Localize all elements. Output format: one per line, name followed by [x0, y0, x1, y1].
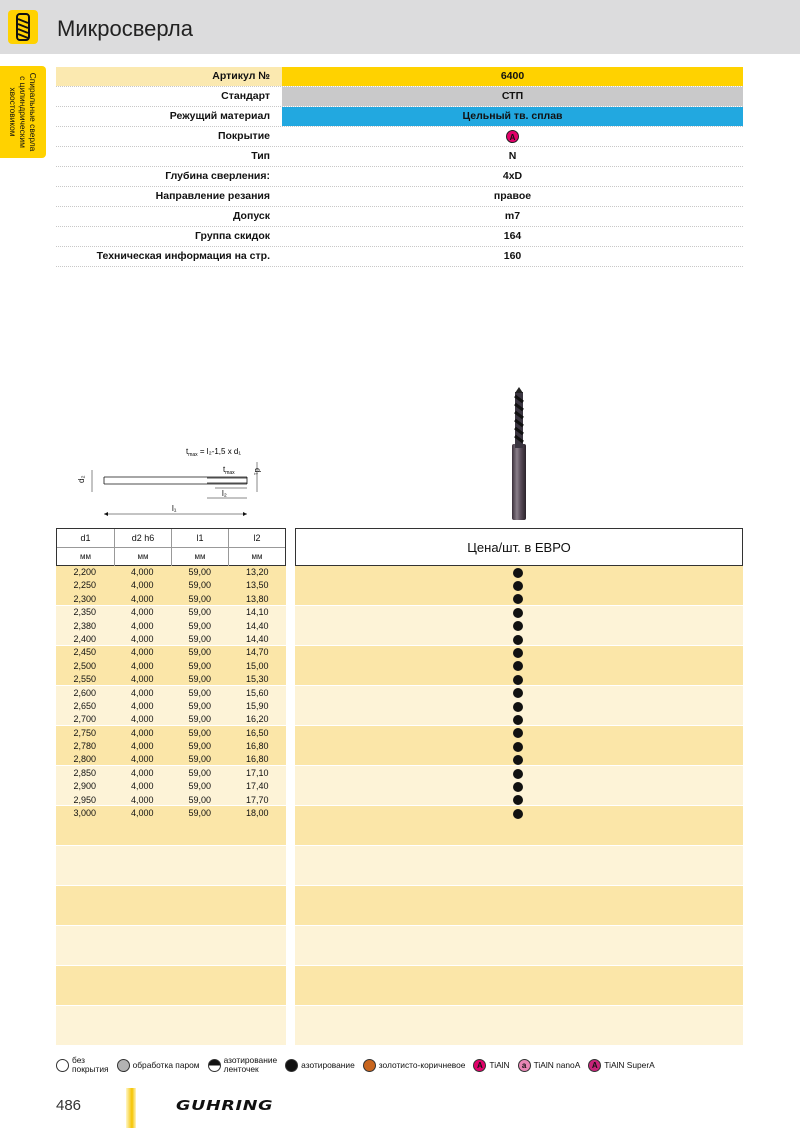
tialn-nanoa-icon: a: [518, 1059, 531, 1072]
table-band: [56, 846, 743, 885]
spec-label: Покрытие: [217, 130, 270, 142]
legend-label: азотирование: [223, 1055, 278, 1065]
cell-l2: 15,00: [245, 660, 269, 671]
cell-l1: 59,00: [188, 674, 212, 685]
cell-d2: 4,000: [130, 727, 154, 738]
cell-d2: 4,000: [130, 808, 154, 819]
spec-row-type: [56, 147, 743, 167]
cell-d2: 4,000: [130, 767, 154, 778]
spec-label: Глубина сверления:: [165, 170, 270, 182]
cell-l2: 13,50: [245, 580, 269, 591]
legend-label: TiAlN nanoA: [533, 1060, 581, 1070]
legend-label: покрытия: [72, 1064, 109, 1074]
cell-d2: 4,000: [130, 674, 154, 685]
table-row: [56, 566, 743, 579]
availability-dot-icon: [513, 755, 523, 765]
cell-l2: 16,50: [245, 727, 269, 738]
drill-logo-icon: [8, 10, 38, 44]
cell-d1: 2,400: [73, 633, 97, 644]
availability-dot-icon: [513, 795, 523, 805]
cell-l1: 59,00: [188, 781, 212, 792]
legend-label: ленточек: [223, 1064, 259, 1074]
cell-d1: 2,200: [73, 567, 97, 577]
table-row: [56, 767, 743, 780]
brand-logo: GUHRING: [176, 1099, 274, 1114]
table-row: [56, 593, 743, 606]
formula-rest: = l₂-1,5 x d₁: [197, 447, 242, 456]
spec-value: Цельный тв. сплав: [282, 107, 743, 126]
column-header: d1: [80, 533, 91, 543]
legend-item: [518, 1059, 581, 1072]
availability-dot-icon: [513, 594, 523, 604]
cell-d2: 4,000: [130, 567, 154, 577]
cell-l1: 59,00: [188, 567, 212, 577]
cell-d2: 4,000: [130, 741, 154, 752]
cell-d1: 2,500: [73, 660, 97, 671]
table-row: [56, 807, 743, 820]
cell-l1: 59,00: [188, 620, 212, 631]
spec-label: Режущий материал: [169, 110, 270, 122]
cell-l1: 59,00: [188, 727, 212, 738]
cell-d1: 2,600: [73, 687, 97, 698]
cell-l2: 15,60: [245, 687, 269, 698]
dimensions-table-header: [56, 528, 286, 566]
nitrided-icon: [285, 1059, 298, 1072]
table-row: [56, 660, 743, 673]
cell-d2: 4,000: [130, 700, 154, 711]
side-tab-line: Спиральные сверла: [28, 72, 38, 152]
tialn-supera-icon: A: [588, 1059, 601, 1072]
l1-label: l₁: [172, 504, 177, 513]
spec-value: 6400: [282, 67, 743, 86]
table-row: [56, 579, 743, 592]
table-band: [56, 1006, 743, 1045]
legend-item: [285, 1059, 355, 1072]
cell-l1: 59,00: [188, 580, 212, 591]
cell-d1: 2,380: [73, 620, 97, 631]
column-unit: мм: [80, 552, 91, 561]
side-tab-line: хвостовиком: [8, 87, 18, 137]
table-band: [56, 966, 743, 1005]
cell-l1: 59,00: [188, 808, 212, 819]
legend-item: [56, 1056, 109, 1074]
side-tab-line: с цилиндрическим: [18, 76, 28, 148]
column-unit: мм: [114, 548, 171, 566]
availability-dot-icon: [513, 809, 523, 819]
cell-l1: 59,00: [188, 633, 212, 644]
cell-l1: 59,00: [188, 660, 212, 671]
legend-label: TiAlN SuperA: [604, 1060, 655, 1070]
cell-l2: 14,10: [245, 607, 269, 618]
table-row: [56, 673, 743, 686]
cell-l1: 59,00: [188, 593, 212, 604]
spec-label: Направление резания: [155, 190, 270, 202]
table-row: [56, 633, 743, 646]
spec-value: 160: [503, 250, 522, 262]
spec-row-standard: [56, 87, 743, 107]
cell-l2: 15,30: [245, 674, 269, 685]
cell-l2: 16,80: [245, 754, 269, 765]
steam-treated-icon: [117, 1059, 130, 1072]
legend-label: золотисто-коричневое: [378, 1060, 466, 1070]
cell-l1: 59,00: [188, 767, 212, 778]
spec-label: Техническая информация на стр.: [96, 250, 270, 262]
cell-d2: 4,000: [130, 660, 154, 671]
cell-d2: 4,000: [130, 620, 154, 631]
table-row: [56, 753, 743, 766]
spec-label: Группа скидок: [195, 230, 270, 242]
cell-d2: 4,000: [130, 754, 154, 765]
cell-d1: 2,550: [73, 674, 97, 685]
cell-d2: 4,000: [130, 714, 154, 725]
cell-d1: 2,300: [73, 593, 97, 604]
drill-product-image: [496, 384, 542, 524]
availability-dot-icon: [513, 702, 523, 712]
availability-dot-icon: [513, 661, 523, 671]
spec-label: Стандарт: [221, 90, 270, 102]
legend-item: [208, 1056, 278, 1074]
cell-l2: 17,10: [245, 767, 269, 778]
spec-value: правое: [493, 190, 532, 202]
spec-row-article: [56, 67, 743, 87]
spec-row-direction: [56, 187, 743, 207]
cell-d1: 2,250: [73, 580, 97, 591]
uncoated-icon: [56, 1059, 69, 1072]
l2-label: l₂: [222, 489, 227, 498]
cell-l1: 59,00: [188, 754, 212, 765]
availability-dot-icon: [513, 635, 523, 645]
spec-row-coating: [56, 127, 743, 147]
gold-brown-icon: [363, 1059, 376, 1072]
tmax-label: t: [223, 465, 226, 474]
svg-text:tmax: [223, 465, 235, 476]
cell-d2: 4,000: [130, 633, 154, 644]
spec-label: Допуск: [232, 210, 270, 222]
cell-l2: 17,70: [245, 794, 269, 805]
table-row: [56, 620, 743, 633]
cell-l2: 16,80: [245, 741, 269, 752]
availability-dot-icon: [513, 648, 523, 658]
svg-text:tmax = l₂-1,5 x d₁: [186, 447, 241, 458]
legend-item: [363, 1059, 466, 1072]
page-header: [0, 0, 800, 54]
availability-dot-icon: [513, 608, 523, 618]
page-title: Микросверла: [57, 16, 193, 41]
availability-dot-icon: [513, 581, 523, 591]
availability-dot-icon: [513, 621, 523, 631]
section-side-tab: [0, 66, 46, 158]
cell-d1: 2,750: [73, 727, 97, 738]
spec-label: Тип: [251, 150, 270, 162]
table-row: [56, 740, 743, 753]
cell-l2: 18,00: [245, 808, 269, 819]
price-column-header: Цена/шт. в ЕВРО: [295, 528, 743, 566]
spec-row-tech-info: [56, 247, 743, 267]
availability-dot-icon: [513, 728, 523, 738]
cell-l2: 14,40: [245, 633, 269, 644]
cell-d1: 2,450: [73, 647, 97, 658]
spec-value: N: [508, 150, 517, 162]
spec-value: 164: [503, 230, 522, 242]
spec-value: m7: [504, 210, 521, 222]
availability-dot-icon: [513, 742, 523, 752]
cell-d2: 4,000: [130, 687, 154, 698]
table-row: [56, 713, 743, 726]
cell-d1: 2,780: [73, 741, 97, 752]
spec-row-depth: [56, 167, 743, 187]
formula-sub: max: [188, 452, 198, 458]
cell-d2: 4,000: [130, 607, 154, 618]
formula-text: t: [186, 447, 189, 456]
cell-l1: 59,00: [188, 741, 212, 752]
page-number: 486: [56, 1097, 82, 1114]
cell-l1: 59,00: [188, 687, 212, 698]
cell-d1: 3,000: [73, 808, 97, 819]
table-band: [56, 926, 743, 965]
dimensions-table-body: [56, 566, 743, 820]
column-header: l2: [228, 529, 285, 547]
cell-l1: 59,00: [188, 647, 212, 658]
legend-label: обработка паром: [132, 1060, 200, 1070]
legend-item: [588, 1059, 654, 1072]
cell-l1: 59,00: [188, 794, 212, 805]
cell-d1: 2,800: [73, 754, 97, 765]
footer-accent-bar: [126, 1088, 136, 1128]
spec-table: [56, 67, 743, 267]
cell-d2: 4,000: [130, 794, 154, 805]
table-row: [56, 646, 743, 659]
availability-dot-icon: [513, 769, 523, 779]
drill-dimension-drawing: [72, 442, 282, 520]
cell-d1: 2,700: [73, 714, 97, 725]
cell-l1: 59,00: [188, 700, 212, 711]
cell-l1: 59,00: [188, 607, 212, 618]
table-row: [56, 794, 743, 807]
legend-label: без: [72, 1055, 86, 1065]
legend-label: TiAlN: [489, 1060, 510, 1070]
availability-dot-icon: [513, 675, 523, 685]
cell-d1: 2,950: [73, 794, 97, 805]
cell-l2: 13,80: [245, 593, 269, 604]
cell-d2: 4,000: [130, 593, 154, 604]
cell-d2: 4,000: [130, 781, 154, 792]
legend-item: [473, 1059, 509, 1072]
coating-legend: [56, 1053, 756, 1077]
column-header: d2 h6: [114, 529, 171, 547]
cell-l2: 13,20: [245, 567, 269, 577]
spec-value: 4xD: [502, 170, 523, 182]
cell-l2: 16,20: [245, 714, 269, 725]
availability-dot-icon: [513, 688, 523, 698]
availability-dot-icon: [513, 782, 523, 792]
cell-d2: 4,000: [130, 647, 154, 658]
spec-row-material: [56, 107, 743, 127]
cell-d1: 2,900: [73, 781, 97, 792]
nitrided-band-icon: [208, 1059, 221, 1072]
table-row: [56, 606, 743, 619]
spec-row-discount: [56, 227, 743, 247]
legend-item: [117, 1059, 200, 1072]
cell-d1: 2,650: [73, 700, 97, 711]
tialn-icon: A: [473, 1059, 486, 1072]
table-row: [56, 727, 743, 740]
d1-label: d₁: [253, 468, 262, 476]
table-row: [56, 700, 743, 713]
table-row: [56, 780, 743, 793]
availability-dot-icon: [513, 715, 523, 725]
spec-value: СТП: [282, 87, 743, 106]
cell-d2: 4,000: [130, 580, 154, 591]
cell-d1: 2,850: [73, 767, 97, 778]
cell-l2: 14,70: [245, 647, 269, 658]
cell-l2: 14,40: [245, 620, 269, 631]
availability-dot-icon: [513, 568, 523, 578]
legend-label: азотирование: [301, 1060, 355, 1070]
table-band: [56, 886, 743, 925]
cell-d1: 2,350: [73, 607, 97, 618]
column-unit: мм: [228, 548, 285, 566]
tialn-coating-icon: A: [506, 130, 519, 143]
spec-value: [282, 127, 743, 146]
tmax-sub: max: [225, 470, 235, 476]
column-unit: мм: [171, 548, 228, 566]
table-row: [56, 687, 743, 700]
cell-l1: 59,00: [188, 714, 212, 725]
spec-row-tolerance: [56, 207, 743, 227]
spec-label: Артикул №: [56, 67, 282, 86]
cell-l2: 15,90: [245, 700, 269, 711]
cell-l2: 17,40: [245, 781, 269, 792]
d2-label: d₂: [77, 475, 86, 483]
column-header: l1: [171, 529, 228, 547]
